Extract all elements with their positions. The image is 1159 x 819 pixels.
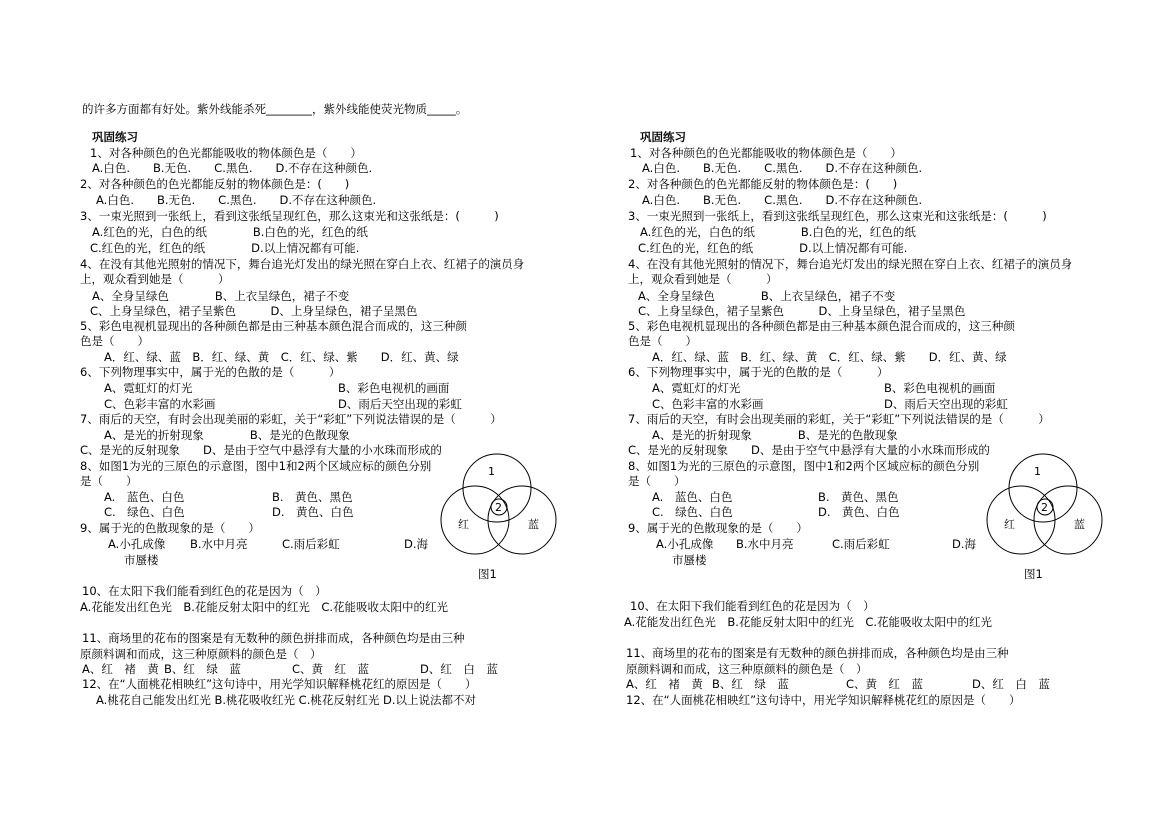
question-line: D、红 白 蓝 [972, 677, 1050, 691]
figure-caption: 图1 [478, 567, 497, 581]
question-line: 7、雨后的天空，有时会出现美丽的彩虹，关于“彩虹”下列说法错误的是（ ） [628, 412, 1050, 426]
question-line: A.白色. B.无色. C.黑色. D.不存在这种颜色. [96, 193, 377, 207]
question-line: 11、商场里的花布的图案是有无数种的颜色拼排而成，各种颜色均是由三种 [626, 646, 1009, 660]
question-line: C、上身呈绿色，裙子呈紫色 D、上身呈绿色，裙子呈黑色 [90, 304, 418, 318]
question-line: 1、对各种颜色的色光都能吸收的物体颜色是（ ） [90, 146, 362, 160]
section-heading: 巩固练习 [640, 130, 686, 144]
question-line: A、霓虹灯的灯光 [652, 381, 741, 395]
question-line: 色是（ ） [628, 334, 697, 348]
question-line: A、红 褚 黄 [626, 677, 703, 691]
question-line: D.海 [952, 537, 977, 551]
question-line: 8、如图1为光的三原色的示意图，图中1和2两个区域应标的颜色分别 [80, 459, 432, 473]
region-1-label: 1 [1034, 465, 1041, 478]
question-line: 1、对各种颜色的色光都能吸收的物体颜色是（ ） [630, 146, 902, 160]
question-line: C、黄 红 蓝 [292, 662, 370, 676]
question-line: B、彩色电视机的画面 [338, 381, 450, 395]
region-2-label: 2 [495, 501, 502, 514]
question-line: 色是（ ） [80, 334, 149, 348]
section-heading: 巩固练习 [92, 130, 138, 144]
question-line: A.红色的光，白色的纸 B.白色的光，红色的纸 [92, 225, 368, 239]
red-circle-label: 红 [1004, 518, 1015, 531]
question-line: B.水中月亮 [190, 537, 248, 551]
question-line: C、是光的反射现象 D、是由于空气中悬浮有大量的小水珠而形成的 [628, 443, 990, 457]
question-line: 10、在太阳下我们能看到红色的花是因为（ ） [630, 599, 875, 613]
question-line: 8、如图1为光的三原色的示意图，图中1和2两个区域应标的颜色分别 [628, 459, 980, 473]
question-line: D、雨后天空出现的彩虹 [338, 397, 462, 411]
question-line: 原颜料调和而成，这三种原颜料的颜色是（ ） [626, 662, 868, 676]
question-line: 是（ ） [628, 474, 686, 488]
question-line: D. 黄色、白色 [272, 505, 354, 519]
question-line: C. 绿色、白色 [652, 505, 733, 519]
question-line: D、红 白 蓝 [420, 662, 498, 676]
three-primary-colors-venn-diagram [986, 450, 1116, 560]
question-line: 市蜃楼 [124, 553, 159, 567]
question-line: 上，观众看到她是（ ） [80, 272, 230, 286]
question-line: B、红 绿 蓝 [712, 677, 789, 691]
question-line: C、上身呈绿色，裙子呈紫色 D、上身呈绿色，裙子呈黑色 [638, 304, 966, 318]
question-line: D.海 [404, 537, 429, 551]
question-line: A. 蓝色、白色 [104, 490, 185, 504]
question-line: A.花能发出红色光 B.花能反射太阳中的红光 C.花能吸收太阳中的红光 [80, 600, 449, 614]
question-line: A. 蓝色、白色 [652, 490, 733, 504]
question-line: C.雨后彩虹 [282, 537, 340, 551]
blue-circle-label: 蓝 [528, 518, 539, 531]
question-line: A.白色. B.无色. C.黑色. D.不存在这种颜色. [642, 193, 923, 207]
question-line: A.小孔成像 [656, 537, 714, 551]
question-line: A、红 褚 黄 [82, 662, 159, 676]
intro-text: 的许多方面都有好处。紫外线能杀死________，紫外线能使荧光物质_____。 [82, 102, 468, 116]
question-line: 4、在没有其他光照射的情况下，舞台追光灯发出的绿光照在穿白上衣、红裙子的演员身 [628, 257, 1073, 271]
question-line: B、彩色电视机的画面 [884, 381, 996, 395]
question-line: A．红、绿、蓝 B．红、绿、黄 C．红、绿、紫 D．红、黄、绿 [104, 350, 459, 364]
question-line: A、是光的折射现象 B、是光的色散现象 [652, 428, 898, 442]
question-line: 3、一束光照到一张纸上，看到这张纸呈现红色，那么这束光和这张纸是：( ) [628, 209, 1047, 223]
question-line: A.红色的光，白色的纸 B.白色的光，红色的纸 [640, 225, 916, 239]
question-line: B. 黄色、黑色 [818, 490, 899, 504]
question-line: A、是光的折射现象 B、是光的色散现象 [104, 428, 350, 442]
red-circle [441, 486, 509, 554]
question-line: 11、商场里的花布的图案是有无数种的颜色拼排而成，各种颜色均是由三种 [82, 631, 465, 645]
question-line: B. 黄色、黑色 [272, 490, 353, 504]
question-line: C、是光的反射现象 D、是由于空气中悬浮有大量的小水珠而形成的 [80, 443, 442, 457]
question-line: 10、在太阳下我们能看到红色的花是因为（ ） [82, 584, 327, 598]
question-line: 市蜃楼 [672, 553, 707, 567]
question-line: 原颜料调和而成，这三种原颜料的颜色是（ ） [80, 647, 322, 661]
question-line: B、红 绿 蓝 [164, 662, 241, 676]
question-line: C.雨后彩虹 [832, 537, 890, 551]
question-line: C. 绿色、白色 [104, 505, 185, 519]
question-line: A.白色. B.无色. C.黑色. D.不存在这种颜色. [92, 161, 373, 175]
question-line: 7、雨后的天空，有时会出现美丽的彩虹，关于“彩虹”下列说法错误的是（ ） [80, 412, 502, 426]
question-line: A.桃花自己能发出红光 B.桃花吸收红光 C.桃花反射红光 D.以上说法都不对 [96, 693, 477, 707]
red-circle [987, 486, 1055, 554]
question-line: D、雨后天空出现的彩虹 [884, 397, 1008, 411]
blue-circle [1034, 486, 1102, 554]
question-line: 9、属于光的色散现象的是（ ） [628, 521, 808, 535]
question-line: D. 黄色、白色 [818, 505, 900, 519]
question-line: B.水中月亮 [736, 537, 794, 551]
question-line: A.花能发出红色光 B.花能反射太阳中的红光 C.花能吸收太阳中的红光 [624, 615, 993, 629]
question-line: 5、彩色电视机显现出的各种颜色都是由三种基本颜色混合而成的，这三种颜 [80, 319, 467, 333]
question-line: C.红色的光，红色的纸 D.以上情况都有可能. [638, 241, 908, 255]
region-2-label: 2 [1041, 501, 1048, 514]
question-line: 6、下列物理事实中，属于光的色散的是（ ） [628, 365, 889, 379]
question-line: A.白色. B.无色. C.黑色. D.不存在这种颜色. [642, 161, 923, 175]
blue-circle-label: 蓝 [1074, 518, 1085, 531]
question-line: 9、属于光的色散现象的是（ ） [80, 521, 260, 535]
question-line: 4、在没有其他光照射的情况下，舞台追光灯发出的绿光照在穿白上衣、红裙子的演员身 [80, 257, 525, 271]
question-line: C、色彩丰富的水彩画 [652, 397, 764, 411]
red-circle-label: 红 [458, 518, 469, 531]
question-line: 3、一束光照到一张纸上，看到这张纸呈现红色，那么这束光和这张纸是：( ) [80, 209, 499, 223]
question-line: C、黄 红 蓝 [846, 677, 924, 691]
question-line: 12、在“人面桃花相映红”这句诗中，用光学知识解释桃花红的原因是（ ） [82, 677, 477, 691]
question-line: 2、对各种颜色的色光都能反射的物体颜色是：( ) [80, 177, 350, 191]
question-line: A、全身呈绿色 B、上衣呈绿色，裙子不变 [638, 289, 896, 303]
region-1-label: 1 [488, 465, 495, 478]
question-line: C.红色的光，红色的纸 D.以上情况都有可能. [90, 241, 360, 255]
question-line: A、全身呈绿色 B、上衣呈绿色，裙子不变 [92, 289, 350, 303]
three-primary-colors-venn-diagram [440, 450, 570, 560]
question-line: 5、彩色电视机显现出的各种颜色都是由三种基本颜色混合而成的，这三种颜 [628, 319, 1015, 333]
figure-caption: 图1 [1024, 567, 1043, 581]
question-line: 2、对各种颜色的色光都能反射的物体颜色是：( ) [628, 177, 898, 191]
question-line: 是（ ） [80, 474, 138, 488]
blue-circle [488, 486, 556, 554]
question-line: A、霓虹灯的灯光 [104, 381, 193, 395]
question-line: C、色彩丰富的水彩画 [104, 397, 216, 411]
question-line: 上，观众看到她是（ ） [628, 272, 778, 286]
question-line: 12、在“人面桃花相映红”这句诗中，用光学知识解释桃花红的原因是（ ） [626, 693, 1021, 707]
question-line: 6、下列物理事实中，属于光的色散的是（ ） [80, 365, 341, 379]
question-line: A．红、绿、蓝 B．红、绿、黄 C．红、绿、紫 D．红、黄、绿 [652, 350, 1007, 364]
question-line: A.小孔成像 [108, 537, 166, 551]
